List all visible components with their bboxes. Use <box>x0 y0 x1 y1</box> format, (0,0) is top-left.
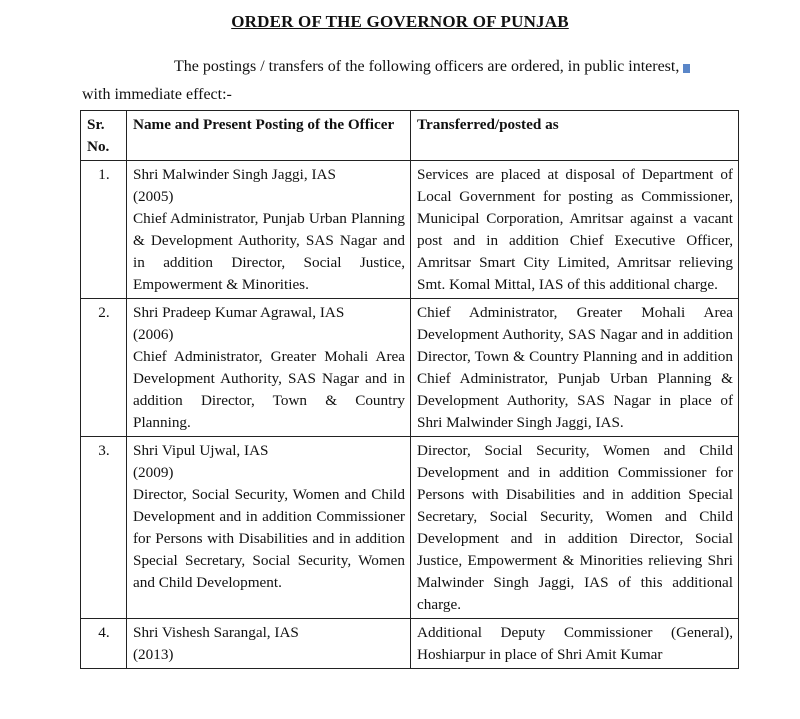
row-transfer: Chief Administrator, Greater Mohali Area Development Authority, SAS Nagar and in addition Director, Town & Country Planning and in addition Chief Administrator, Punjab Urban Planning & Development Authority, SAS Nagar in place of Shri Malwinder Singh Jaggi, IAS. <box>411 299 739 437</box>
officer-name: Shri Malwinder Singh Jaggi, IAS <box>133 166 336 183</box>
officer-batch: (2009) <box>133 464 174 481</box>
row-officer-cell <box>127 437 411 619</box>
officer-name: Shri Pradeep Kumar Agrawal, IAS <box>133 304 345 321</box>
table-row <box>81 299 739 437</box>
postings-table <box>80 110 739 669</box>
row-sr-no: 2. <box>81 299 127 437</box>
officer-name: Shri Vipul Ujwal, IAS <box>133 442 269 459</box>
header-name-posting: Name and Present Posting of the Officer <box>127 111 411 161</box>
row-transfer: Director, Social Security, Women and Child Development and in addition Commissioner for Persons with Disabilities and in addition Special Secretary, Social Security, Women and Child Development and in addition Director, Social Justice, Empowerment & Minorities relieving Shri Malwinder Singh Jaggi, IAS of this additional charge. <box>411 437 739 619</box>
row-sr-no: 3. <box>81 437 127 619</box>
officer-batch: (2005) <box>133 188 174 205</box>
text-cursor-icon <box>683 64 690 73</box>
row-transfer: Additional Deputy Commissioner (General), Hoshiarpur in place of Shri Amit Kumar <box>411 619 739 669</box>
intro-line-1: The postings / transfers of the following officers are ordered, in public interest, <box>174 58 680 75</box>
table-row <box>81 437 739 619</box>
row-officer-cell <box>127 161 411 299</box>
document-title: ORDER OF THE GOVERNOR OF PUNJAB <box>231 12 569 31</box>
row-officer-cell <box>127 619 411 669</box>
table-row <box>81 619 739 669</box>
officer-batch: (2006) <box>133 326 174 343</box>
officer-present-posting: Chief Administrator, Punjab Urban Planning & Development Authority, SAS Nagar and in addition Director, Social Justice, Empowerment & Minorities. <box>133 210 405 293</box>
intro-line-2: with immediate effect:- <box>82 86 232 103</box>
officer-batch: (2013) <box>133 646 174 663</box>
table-row <box>81 161 739 299</box>
officer-name: Shri Vishesh Sarangal, IAS <box>133 624 299 641</box>
header-transferred: Transferred/posted as <box>411 111 739 161</box>
table-header-row <box>81 111 739 161</box>
officer-present-posting: Chief Administrator, Greater Mohali Area Development Authority, SAS Nagar and in addition Director, Town & Country Planning. <box>133 348 405 431</box>
row-officer-cell <box>127 299 411 437</box>
row-transfer: Services are placed at disposal of Department of Local Government for posting as Commissioner, Municipal Corporation, Amritsar against a vacant post and in addition Chief Executive Officer, Amritsar Smart City Limited, Amritsar relieving Smt. Komal Mittal, IAS of this additional charge. <box>411 161 739 299</box>
officer-present-posting: Director, Social Security, Women and Child Development and in addition Commissioner for Persons with Disabilities and in addition Special Secretary, Social Security, Women and Child Development. <box>133 486 405 591</box>
header-sr-no: Sr. No. <box>81 111 127 161</box>
row-sr-no: 1. <box>81 161 127 299</box>
row-sr-no: 4. <box>81 619 127 669</box>
